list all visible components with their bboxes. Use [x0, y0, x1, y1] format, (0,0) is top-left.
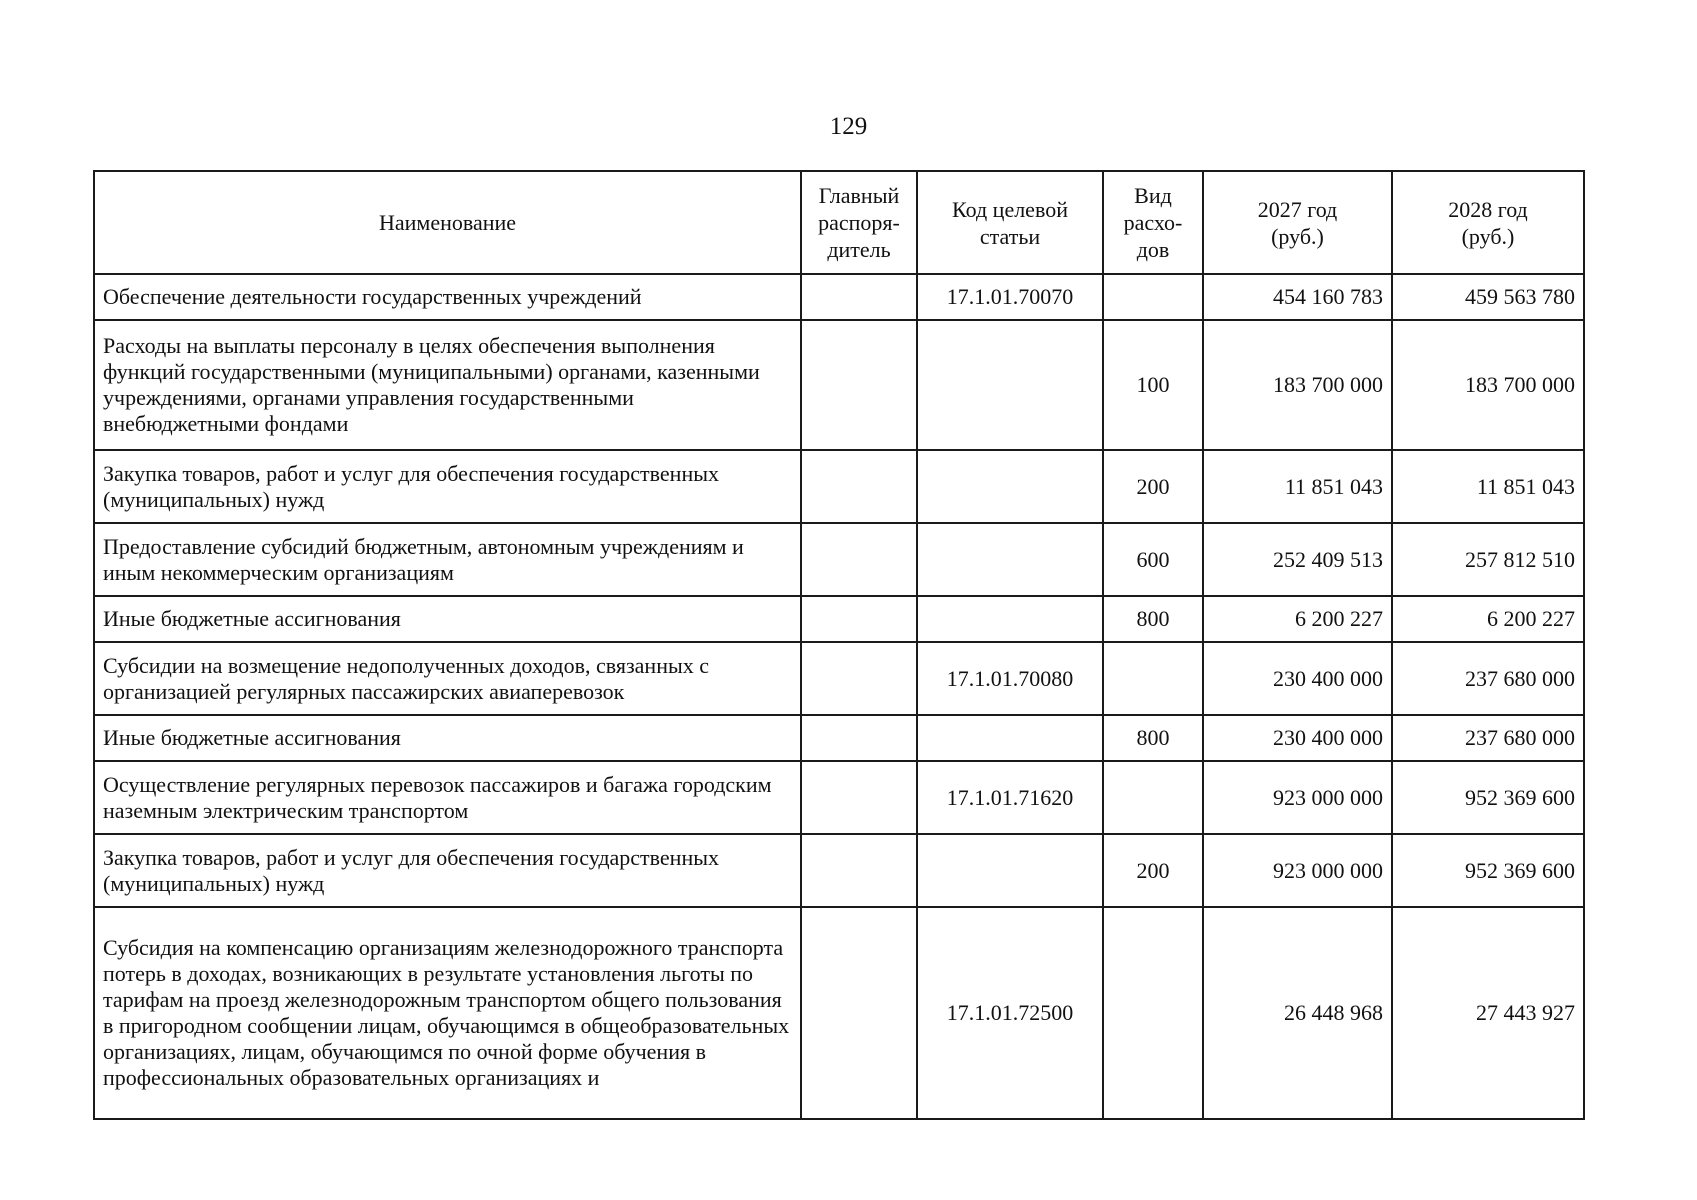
- table-row: [94, 450, 1584, 523]
- budget-table: [93, 170, 1585, 1120]
- cell-2027: 183 700 000: [1203, 320, 1392, 450]
- cell-glav: [801, 320, 917, 450]
- cell-2027: 6 200 227: [1203, 596, 1392, 642]
- cell-2028: 6 200 227: [1392, 596, 1584, 642]
- cell-2028: 952 369 600: [1392, 834, 1584, 907]
- cell-glav: [801, 450, 917, 523]
- header-glav: Главный распоря- дитель: [801, 171, 917, 274]
- header-row: [94, 171, 1584, 274]
- cell-name: Расходы на выплаты персоналу в целях обеспечения выполнения функций государственными (муниципальными) органами, казенными учреждениями, органами управления государственными внебюджетными фондами: [94, 320, 801, 450]
- table-header: [94, 171, 1584, 274]
- cell-code: 17.1.01.71620: [917, 761, 1103, 834]
- cell-vid: [1103, 761, 1203, 834]
- cell-2027: 923 000 000: [1203, 834, 1392, 907]
- cell-glav: [801, 715, 917, 761]
- cell-glav: [801, 596, 917, 642]
- cell-2027: 26 448 968: [1203, 907, 1392, 1119]
- cell-2027: 252 409 513: [1203, 523, 1392, 596]
- cell-name: Иные бюджетные ассигнования: [94, 596, 801, 642]
- cell-2027: 11 851 043: [1203, 450, 1392, 523]
- cell-glav: [801, 834, 917, 907]
- cell-vid: 800: [1103, 596, 1203, 642]
- cell-code: [917, 715, 1103, 761]
- cell-name: Иные бюджетные ассигнования: [94, 715, 801, 761]
- cell-glav: [801, 761, 917, 834]
- header-2028: 2028 год (руб.): [1392, 171, 1584, 274]
- cell-2028: 237 680 000: [1392, 642, 1584, 715]
- header-2027: 2027 год (руб.): [1203, 171, 1392, 274]
- cell-name: Закупка товаров, работ и услуг для обеспечения государственных (муниципальных) нужд: [94, 834, 801, 907]
- cell-code: [917, 523, 1103, 596]
- table-row: [94, 274, 1584, 320]
- cell-2027: 454 160 783: [1203, 274, 1392, 320]
- cell-2028: 183 700 000: [1392, 320, 1584, 450]
- table-row: [94, 642, 1584, 715]
- cell-name: Субсидия на компенсацию организациям железнодорожного транспорта потерь в доходах, возникающих в результате установления льготы по тарифам на проезд железнодорожным транспортом общего пользования в пригородном сообщении лицам, обучающимся в общеобразовательных организациях, лицам, обучающимся по очной форме обучения в профессиональных образовательных организациях и: [94, 907, 801, 1119]
- cell-2028: 952 369 600: [1392, 761, 1584, 834]
- table-row: [94, 907, 1584, 1119]
- cell-name: Обеспечение деятельности государственных учреждений: [94, 274, 801, 320]
- table-row: [94, 715, 1584, 761]
- cell-code: [917, 596, 1103, 642]
- page-number: 129: [829, 113, 868, 140]
- cell-code: [917, 320, 1103, 450]
- cell-glav: [801, 907, 917, 1119]
- table-row: [94, 761, 1584, 834]
- header-vid: Вид расхо- дов: [1103, 171, 1203, 274]
- cell-code: 17.1.01.72500: [917, 907, 1103, 1119]
- cell-vid: 200: [1103, 450, 1203, 523]
- cell-vid: 200: [1103, 834, 1203, 907]
- cell-code: 17.1.01.70070: [917, 274, 1103, 320]
- cell-vid: 600: [1103, 523, 1203, 596]
- cell-vid: [1103, 907, 1203, 1119]
- cell-vid: 100: [1103, 320, 1203, 450]
- cell-glav: [801, 642, 917, 715]
- cell-2028: 459 563 780: [1392, 274, 1584, 320]
- cell-2028: 257 812 510: [1392, 523, 1584, 596]
- table-body: [94, 274, 1584, 1119]
- cell-2027: 230 400 000: [1203, 642, 1392, 715]
- cell-code: [917, 834, 1103, 907]
- cell-code: 17.1.01.70080: [917, 642, 1103, 715]
- cell-vid: 800: [1103, 715, 1203, 761]
- cell-vid: [1103, 274, 1203, 320]
- cell-2028: 11 851 043: [1392, 450, 1584, 523]
- cell-2028: 237 680 000: [1392, 715, 1584, 761]
- cell-code: [917, 450, 1103, 523]
- table-row: [94, 320, 1584, 450]
- table-row: [94, 834, 1584, 907]
- cell-name: Предоставление субсидий бюджетным, автономным учреждениям и иным некоммерческим организациям: [94, 523, 801, 596]
- cell-2028: 27 443 927: [1392, 907, 1584, 1119]
- table-row: [94, 523, 1584, 596]
- cell-name: Осуществление регулярных перевозок пассажиров и багажа городским наземным электрическим транспортом: [94, 761, 801, 834]
- cell-glav: [801, 523, 917, 596]
- cell-2027: 923 000 000: [1203, 761, 1392, 834]
- cell-name: Закупка товаров, работ и услуг для обеспечения государственных (муниципальных) нужд: [94, 450, 801, 523]
- cell-name: Субсидии на возмещение недополученных доходов, связанных с организацией регулярных пассажирских авиаперевозок: [94, 642, 801, 715]
- header-code: Код целевой статьи: [917, 171, 1103, 274]
- table-row: [94, 596, 1584, 642]
- cell-glav: [801, 274, 917, 320]
- cell-2027: 230 400 000: [1203, 715, 1392, 761]
- cell-vid: [1103, 642, 1203, 715]
- header-name: Наименование: [94, 171, 801, 274]
